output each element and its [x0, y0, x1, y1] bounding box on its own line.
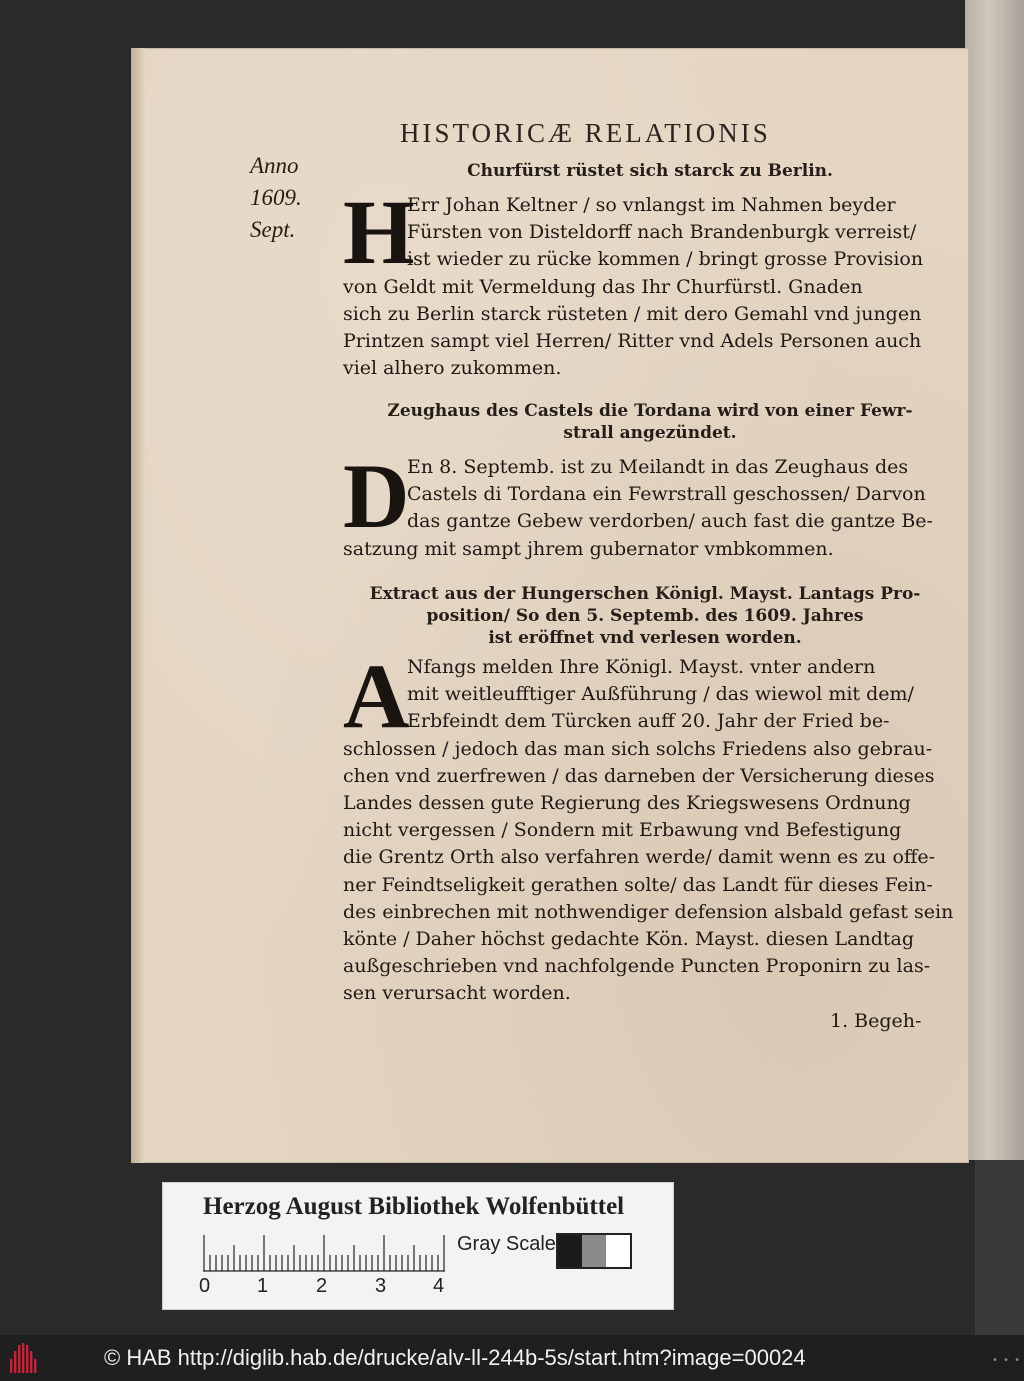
- text-line: ner Feindtseligkeit gerathen solte/ das Landt für dieses Fein-: [343, 873, 933, 896]
- library-name: Herzog August Bibliothek Wolfenbüttel: [203, 1193, 625, 1220]
- logo-bar: [34, 1359, 36, 1373]
- adjacent-page-edge: [965, 0, 1024, 1160]
- text-line: Landes dessen gute Regierung des Kriegswesens Ordnung: [343, 792, 911, 815]
- logo-bar: [22, 1343, 24, 1373]
- ruler-number: 4: [433, 1275, 445, 1297]
- gray-swatch-dark: [558, 1235, 582, 1267]
- text-line: Castels di Tordana ein Fewrstrall geschossen/ Darvon: [407, 483, 926, 506]
- ruler-number: 2: [316, 1275, 328, 1297]
- text-line: satzung mit sampt jhrem gubernator vmbkommen.: [343, 537, 834, 560]
- hab-logo-icon[interactable]: [8, 1343, 38, 1373]
- drop-capital: D: [343, 445, 410, 547]
- drop-capital: A: [343, 645, 410, 747]
- ruler-numbers: [199, 1275, 459, 1301]
- text-line: Erbfeindt dem Türcken auff 20. Jahr der Fried be-: [407, 710, 890, 733]
- text-line: von Geldt mit Vermeldung das Ihr Churfürstl. Gnaden: [343, 275, 863, 298]
- text-line: schlossen / jedoch das man sich solchs Friedens also gebrau-: [343, 737, 933, 760]
- copyright-url[interactable]: © HAB http://diglib.hab.de/drucke/alv-ll-244b-5s/start.htm?image=00024: [104, 1345, 806, 1370]
- ruler-number: 0: [199, 1275, 211, 1297]
- gray-scale-label: Gray Scale: [457, 1233, 556, 1255]
- paragraph: [343, 454, 943, 563]
- text-line: des einbrechen mit nothwendiger defension alsbald gefast sein: [343, 900, 954, 923]
- section-heading-line: Churfürst rüstet sich starck zu Berlin.: [467, 161, 833, 181]
- logo-bar: [26, 1345, 28, 1373]
- text-line: das gantze Gebew verdorben/ auch fast die gantze Be-: [407, 510, 933, 533]
- text-line: Err Johan Keltner / so vnlangst im Nahmen beyder: [407, 194, 896, 216]
- margin-note-line: 1609.: [250, 185, 302, 210]
- running-head: HISTORICÆ RELATIONIS: [400, 118, 771, 148]
- margin-note-line: Sept.: [250, 217, 296, 242]
- paragraph: [343, 192, 943, 382]
- paragraph: [343, 654, 954, 1008]
- section-heading-line: ist eröffnet vnd verlesen worden.: [488, 628, 802, 648]
- page-gutter-edge: [131, 48, 145, 1163]
- margin-note-line: Anno: [250, 153, 299, 178]
- section-heading: [360, 400, 940, 444]
- text-line: die Grentz Orth also verfahren werde/ damit wenn es zu offe-: [343, 846, 936, 869]
- text-line: Nfangs melden Ihre Königl. Mayst. vnter andern: [407, 656, 876, 678]
- text-line: sich zu Berlin starck rüsteten / mit dero Gemahl vnd jungen: [343, 302, 922, 325]
- more-options-icon[interactable]: • • •: [992, 1355, 1022, 1366]
- ruler-number: 3: [375, 1275, 387, 1297]
- logo-bar: [30, 1351, 32, 1373]
- text-line: Fürsten von Disteldorff nach Brandenburgk verreist/: [407, 221, 917, 244]
- text-line: außgeschrieben vnd nachfolgende Puncten Proponirn zu las-: [343, 955, 931, 978]
- margin-note: [250, 150, 340, 246]
- logo-bar: [10, 1359, 12, 1373]
- text-line: chen vnd zuerfrewen / das darneben der Versicherung dieses: [343, 764, 935, 787]
- logo-bar: [14, 1351, 16, 1373]
- text-line: nicht vergessen / Sondern mit Erbawung vnd Befestigung: [343, 819, 902, 842]
- text-line: ist wieder zu rücke kommen / bringt grosse Provision: [407, 248, 924, 271]
- section-heading: [345, 583, 945, 649]
- viewer-footer: [0, 1335, 1024, 1381]
- text-line: viel alhero zukommen.: [343, 357, 562, 380]
- adjacent-page-shadow: [975, 1160, 1024, 1335]
- ruler-scale: [203, 1235, 445, 1273]
- ruler-number: 1: [257, 1275, 269, 1297]
- text-line: sen verursacht worden.: [343, 982, 571, 1005]
- text-line: mit weitleufftiger Außführung / das wiewol mit dem/: [407, 683, 914, 706]
- section-heading: [460, 160, 840, 182]
- library-scale-label: [162, 1182, 674, 1310]
- text-line: könte / Daher höchst gedachte Kön. Mayst. diesen Landtag: [343, 928, 915, 951]
- gray-swatch-light: [606, 1235, 630, 1267]
- section-heading-line: Extract aus der Hungerschen Königl. Mayst. Lantags Pro-: [369, 584, 921, 604]
- logo-bar: [18, 1345, 20, 1373]
- section-heading-line: strall angezündet.: [563, 423, 737, 443]
- gray-swatch-mid: [582, 1235, 606, 1267]
- catchword: 1. Begeh-: [830, 1010, 922, 1032]
- text-line: Printzen sampt viel Herren/ Ritter vnd Adels Personen auch: [343, 330, 922, 353]
- gray-scale-swatches: [556, 1233, 632, 1269]
- section-heading-line: Zeughaus des Castels die Tordana wird von einer Fewr-: [387, 401, 913, 421]
- text-line: En 8. Septemb. ist zu Meilandt in das Zeughaus des: [407, 456, 909, 478]
- section-heading-line: position/ So den 5. Septemb. des 1609. Jahres: [426, 606, 864, 626]
- drop-capital: H: [343, 181, 415, 283]
